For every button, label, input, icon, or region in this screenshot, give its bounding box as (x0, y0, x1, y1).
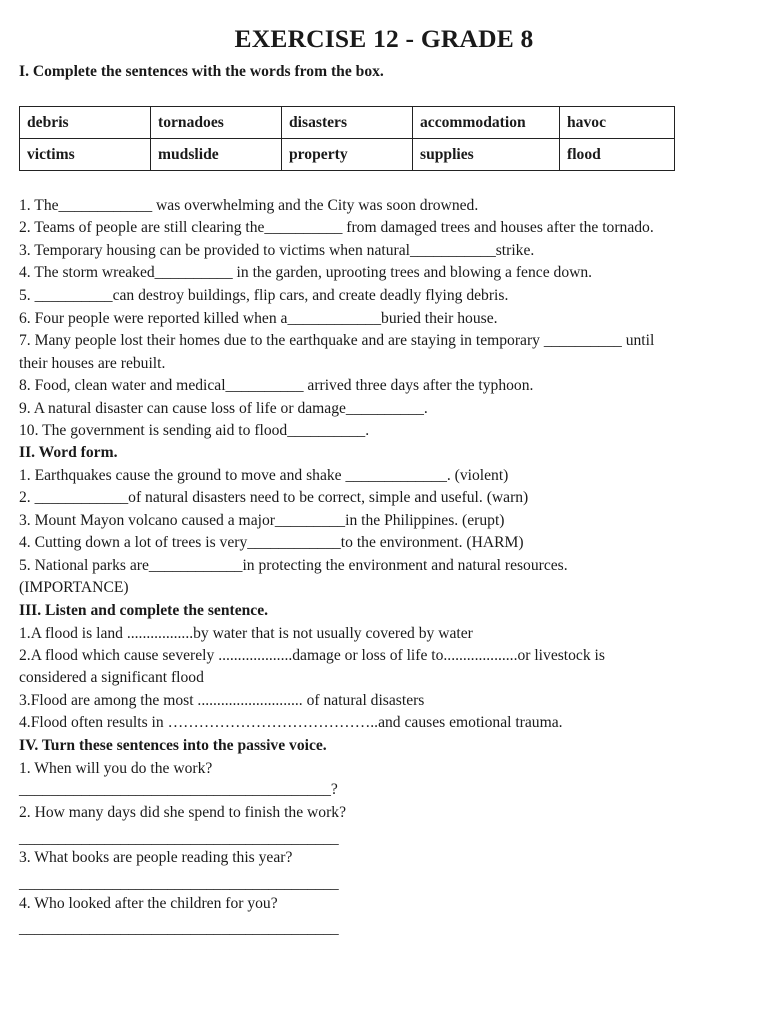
page-title: EXERCISE 12 - GRADE 8 (234, 24, 534, 53)
word-box-cell: tornadoes (151, 107, 282, 139)
word-box-cell: debris (20, 107, 151, 139)
exercise-line: 4. Cutting down a lot of trees is very____________to the environment. (HARM) (19, 534, 524, 551)
exercise-line: 1. The____________ was overwhelming and the City was soon drowned. (19, 197, 479, 214)
word-box-cell: disasters (282, 107, 413, 139)
word-box-cell: victims (20, 139, 151, 171)
word-box-cell: havoc (560, 107, 675, 139)
exercise-line: 1.A flood is land .................by water that is not usually covered by water (19, 625, 473, 642)
section-1-heading: I. Complete the sentences with the words from the box. (19, 63, 384, 80)
word-box-row (20, 107, 675, 139)
exercise-line: 3. What books are people reading this year? (19, 849, 293, 866)
exercise-line: 4. The storm wreaked__________ in the garden, uprooting trees and blowing a fence down. (19, 264, 593, 281)
word-box-cell: accommodation (413, 107, 560, 139)
exercise-line: 1. When will you do the work? (19, 760, 213, 777)
word-box-cell: mudslide (151, 139, 282, 171)
exercise-line: 2. Teams of people are still clearing the__________ from damaged trees and houses after the tornado. (19, 219, 654, 236)
exercise-line: 4. Who looked after the children for you? (19, 895, 278, 912)
word-box (19, 106, 675, 171)
answer-line: ________________________________________? (19, 781, 338, 798)
exercise-line: 4.Flood often results in …………………………………..and causes emotional trauma. (19, 714, 563, 731)
exercise-line: 2. How many days did she spend to finish the work? (19, 804, 346, 821)
word-box-cell: property (282, 139, 413, 171)
answer-line: _________________________________________ (19, 875, 339, 892)
section-4-heading: IV. Turn these sentences into the passive voice. (19, 737, 327, 754)
answer-line: _________________________________________ (19, 830, 339, 847)
exercise-line: 3. Mount Mayon volcano caused a major_________in the Philippines. (erupt) (19, 512, 505, 529)
exercise-line: 5. National parks are____________in protecting the environment and natural resources. (19, 557, 568, 574)
section-2-heading: II. Word form. (19, 444, 118, 461)
exercise-line: (IMPORTANCE) (19, 579, 129, 596)
exercise-line: 5. __________can destroy buildings, flip cars, and create deadly flying debris. (19, 287, 509, 304)
exercise-line: 3.Flood are among the most ........................... of natural disasters (19, 692, 425, 709)
word-box-row (20, 139, 675, 171)
exercise-line: their houses are rebuilt. (19, 355, 166, 372)
word-box-cell: flood (560, 139, 675, 171)
exercise-line: 9. A natural disaster can cause loss of life or damage__________. (19, 400, 428, 417)
exercise-line: considered a significant flood (19, 669, 204, 686)
exercise-line: 10. The government is sending aid to flood__________. (19, 422, 370, 439)
exercise-line: 1. Earthquakes cause the ground to move and shake _____________. (violent) (19, 467, 509, 484)
word-box-cell: supplies (413, 139, 560, 171)
exercise-line: 2. ____________of natural disasters need to be correct, simple and useful. (warn) (19, 489, 529, 506)
exercise-line: 3. Temporary housing can be provided to victims when natural___________strike. (19, 242, 535, 259)
exercise-line: 2.A flood which cause severely ...................damage or loss of life to...................or livestock is (19, 647, 605, 664)
exercise-line: 8. Food, clean water and medical__________ arrived three days after the typhoon. (19, 377, 534, 394)
exercise-line: 6. Four people were reported killed when a____________buried their house. (19, 310, 498, 327)
answer-line: _________________________________________ (19, 920, 339, 937)
section-3-heading: III. Listen and complete the sentence. (19, 602, 269, 619)
exercise-line: 7. Many people lost their homes due to the earthquake and are staying in temporary __________ until (19, 332, 655, 349)
